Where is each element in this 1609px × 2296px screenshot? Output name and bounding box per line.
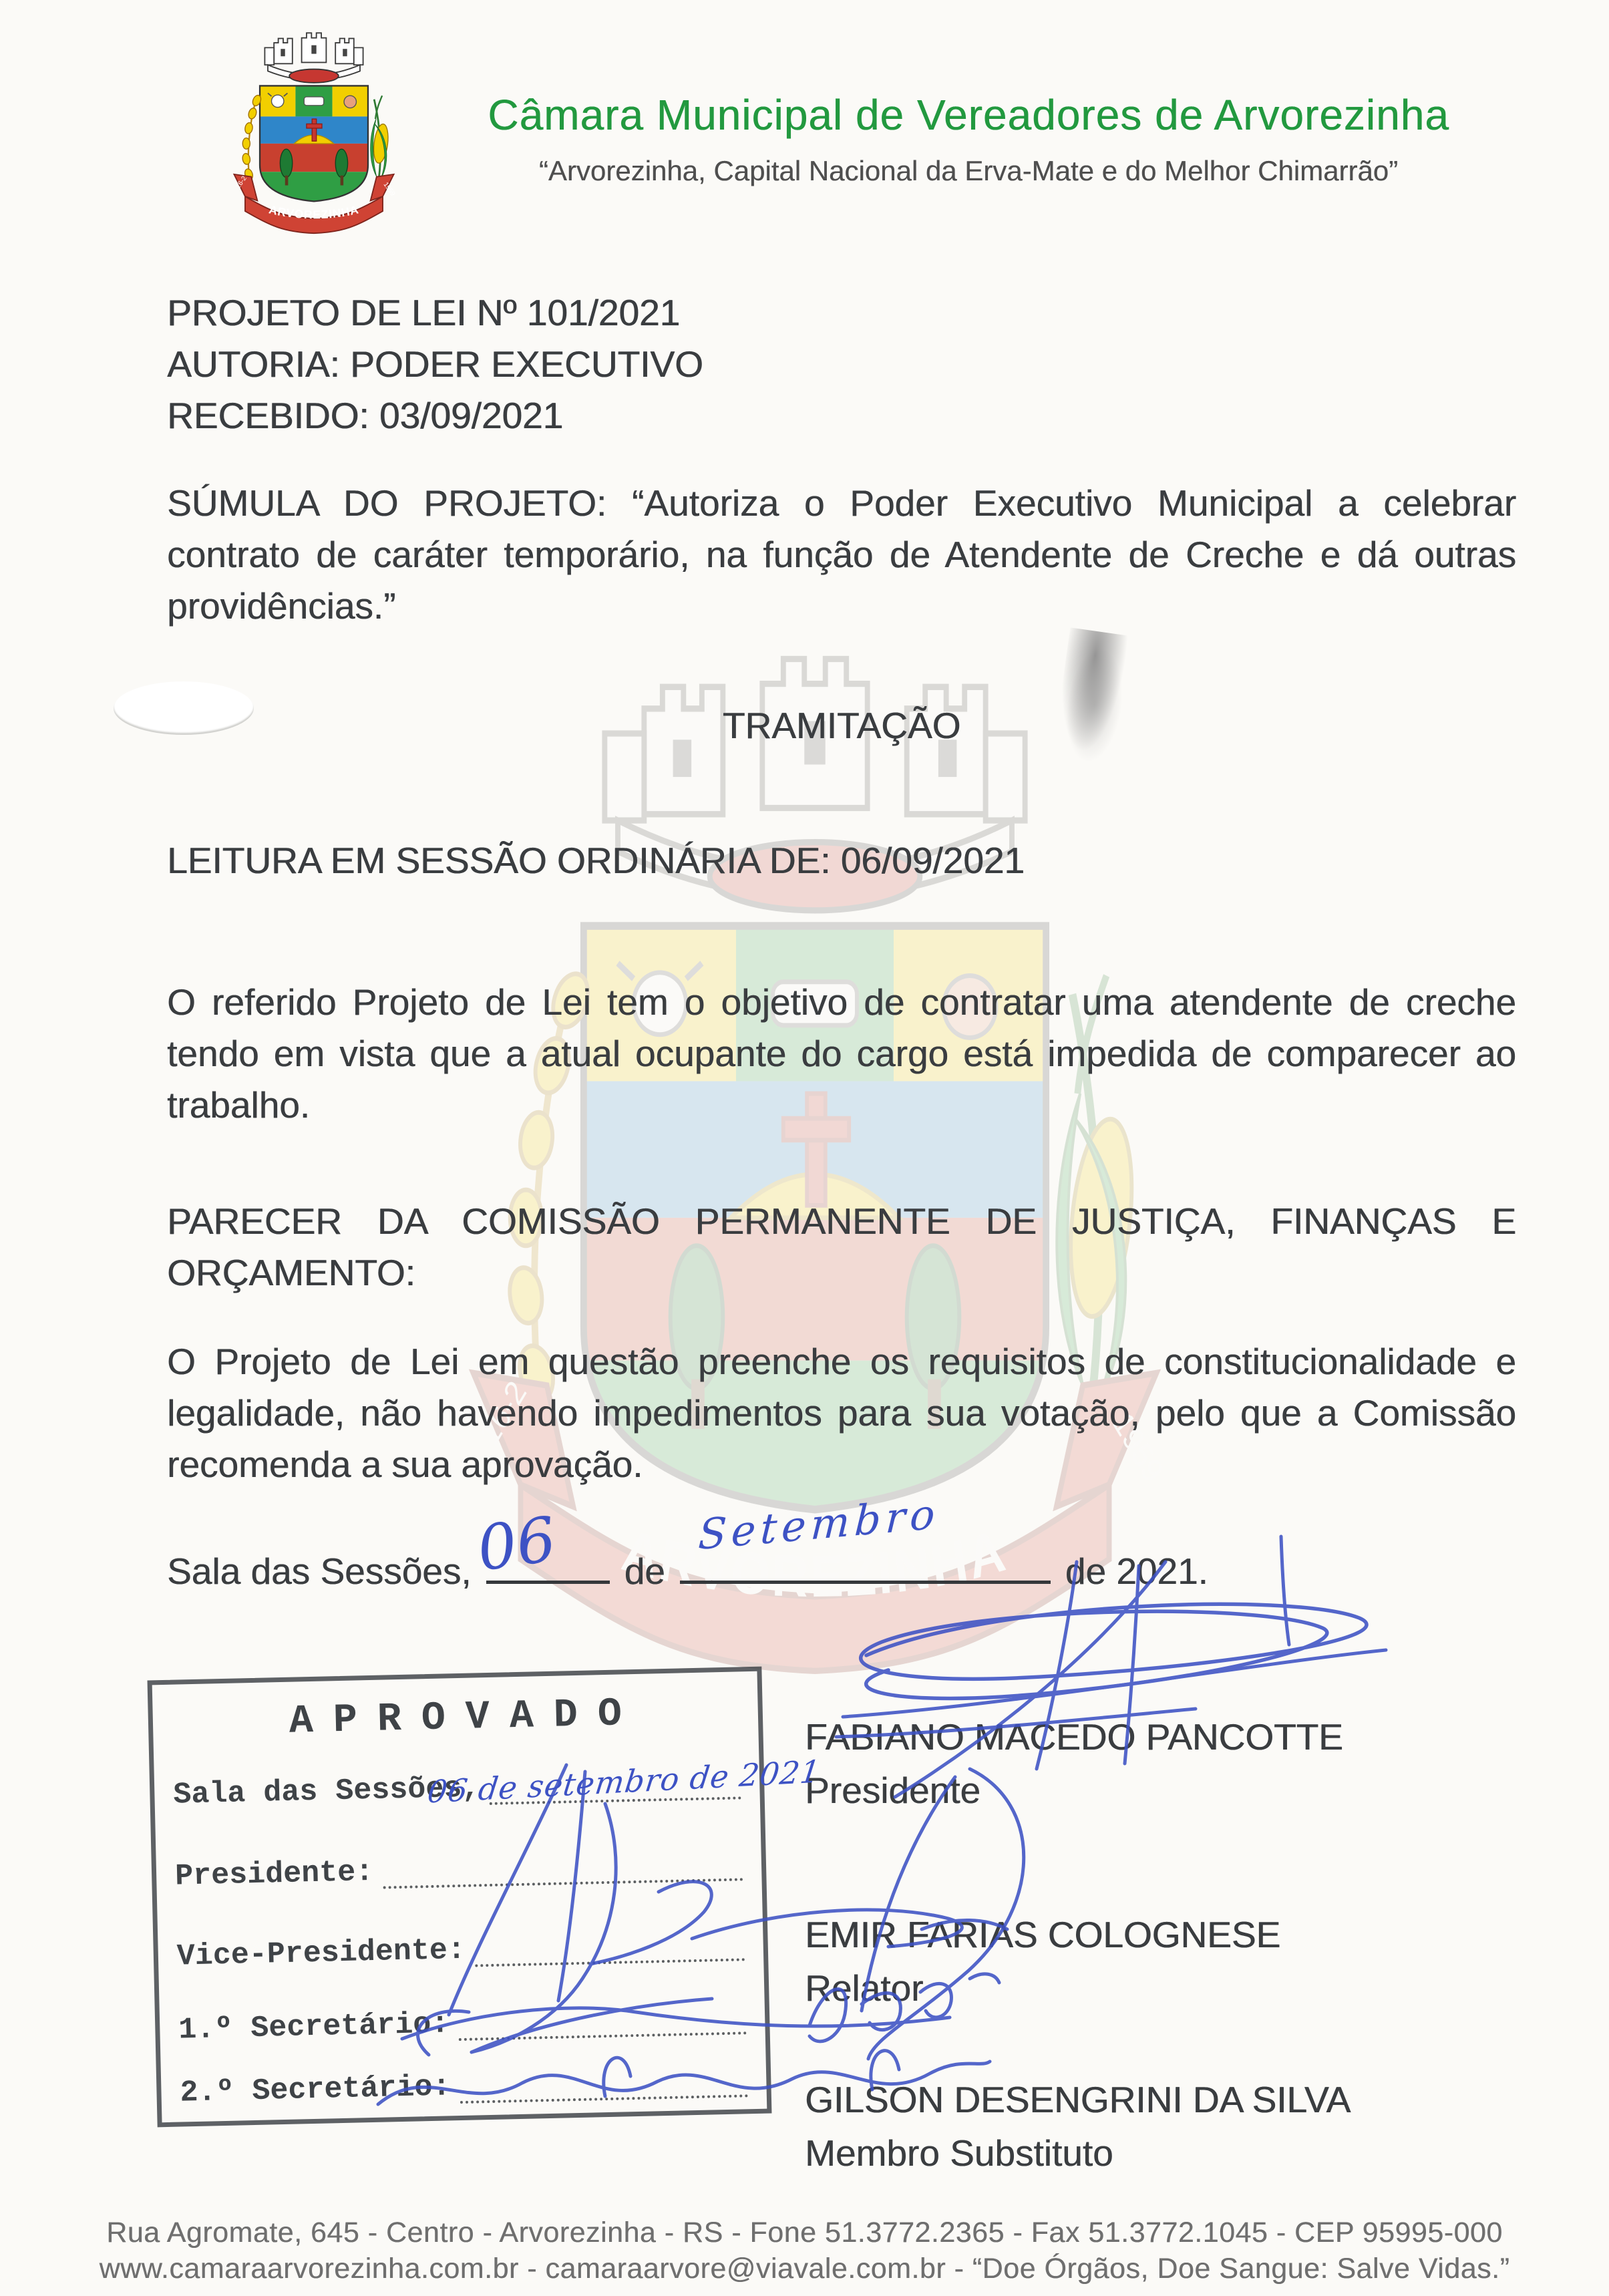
sala-de: de [624, 1550, 665, 1592]
sala-prefix: Sala das Sessões, [167, 1550, 472, 1592]
tramitacao-paragraph: O referido Projeto de Lei tem o objetivo de contratar uma atendente de creche tendo em vista que a atual ocupante do cargo está impedida de comparecer ao trabalho. [167, 981, 1516, 1126]
stamp-field-row [180, 2063, 748, 2110]
handwritten-day: 06 [473, 1503, 560, 1585]
stamp-field-row [176, 1927, 745, 1973]
author-line: AUTORIA: PODER EXECUTIVO [167, 343, 703, 385]
sumula-label: SÚMULA DO PROJETO: [167, 482, 607, 524]
page-subtitle: “Arvorezinha, Capital Nacional da Erva-Mate e do Melhor Chimarrão” [538, 155, 1399, 186]
leitura-line: LEITURA EM SESSÃO ORDINÁRIA DE: 06/09/2021 [167, 840, 1025, 881]
municipal-coat-of-arms-logo [222, 27, 406, 236]
page-title: Câmara Municipal de Vereadores de Arvorezinha [488, 91, 1449, 139]
signatory-role: Membro Substituto [805, 2132, 1113, 2174]
stamp-field-row [178, 2000, 747, 2047]
parecer-heading-line2: ORÇAMENTO: [167, 1252, 415, 1293]
footer-address-line: Rua Agromate, 645 - Centro - Arvorezinha - RS - Fone 51.3772.2365 - Fax 51.3772.1045 - CEP 95995-000 [106, 2217, 1503, 2249]
signatory-name: GILSON DESENGRINI DA SILVA [805, 2079, 1351, 2120]
sumula-paragraph [167, 478, 1516, 632]
footer-contact-line: www.camaraarvorezinha.com.br - camaraarvore@viavale.com.br - “Doe Órgãos, Doe Sangue: Salve Vidas.” [99, 2253, 1510, 2285]
signatory-role: Relator [805, 1967, 924, 2009]
stamp-field-leader [474, 1931, 745, 1967]
stamp-sala-label: Sala das Sessões, [172, 1771, 480, 1812]
signatory-name: FABIANO MACEDO PANCOTTE [805, 1716, 1343, 1758]
stamp-field-label: 2.º Secretário: [179, 2070, 452, 2110]
stamp-field-label: 1.º Secretário: [178, 2007, 450, 2047]
received-line: RECEBIDO: 03/09/2021 [167, 395, 564, 436]
handwritten-month: Setembro [697, 1488, 941, 1560]
stamp-field-row [175, 1846, 743, 1893]
signature-fabiano [861, 1604, 1367, 1698]
sala-suffix: de 2021. [1065, 1550, 1208, 1592]
parecer-heading-line1: PARECER DA COMISSÃO PERMANENTE DE JUSTIÇA, FINANÇAS E [167, 1200, 1516, 1242]
stamp-handwritten-date: 06 de setembro de 2021 [425, 1753, 823, 1810]
signatory-name: EMIR FARIAS COLOGNESE [805, 1914, 1281, 1955]
stamp-field-leader [383, 1851, 743, 1889]
stamp-title: APROVADO [289, 1691, 643, 1745]
signatory-role: Presidente [805, 1770, 980, 1811]
sumula-text: “Autoriza o Poder Executivo Municipal a celebrar contrato de caráter temporário, na função de Atendente de Creche e dá outras providências.” [167, 482, 1517, 627]
parecer-paragraph: O Projeto de Lei em questão preenche os requisitos de constitucionalidade e legalidade, não havendo impedimentos para sua votação, pelo que a Comissão recomenda a sua aprovação. [167, 1341, 1516, 1485]
stamp-field-leader [458, 2005, 747, 2041]
stamp-field-label: Vice-Presidente: [176, 1933, 466, 1974]
stamp-field-leader [460, 2068, 748, 2104]
stamp-field-label: Presidente: [174, 1854, 374, 1894]
aprovado-stamp [148, 1667, 772, 2128]
parecer-heading [167, 1196, 1516, 1299]
sala-line [167, 1542, 1516, 1597]
project-number-line: PROJETO DE LEI Nº 101/2021 [167, 292, 681, 333]
tramitacao-heading: TRAMITAÇÃO [722, 705, 961, 746]
